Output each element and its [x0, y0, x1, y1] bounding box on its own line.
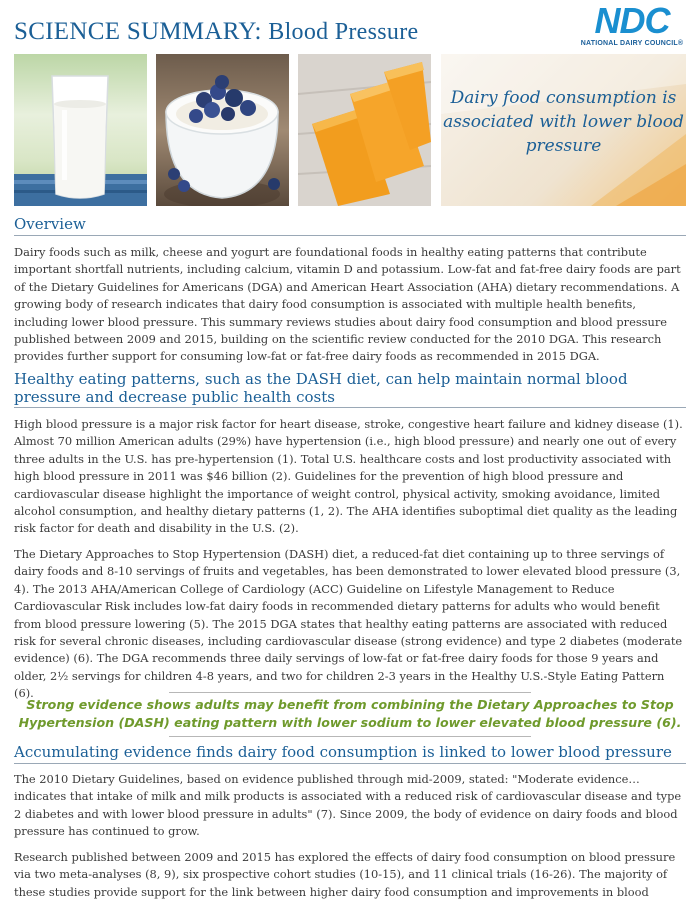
healthy-paragraph-2: The Dietary Approaches to Stop Hypertension (DASH) diet, a reduced-fat diet containing up to three servings of dairy foods and 8-10 servings of fruits and vegetables, has been demonstrated to lower elevated blood pressure (3, 4). The 2013 AHA/American College of Cardiology (ACC) Guideline on Lifestyle Management to Reduce Cardiovascular Risk includes low-fat dairy foods in recommended dietary patterns for adults who would benefit from blood pressure lowering (5). The 2015 DGA states that healthy eating patterns are associated with reduced risk for several chronic diseases, including cardiovascular disease (strong evidence) and type 2 diabetes (moderate evidence) (6). The DGA recommends three daily servings of low-fat or fat-free dairy foods for those 9 years and older, 2½ servings for children 4-8 years, and two for children 2-3 years in the Healthy U.S.-Style Eating Pattern (6).	[14, 547, 683, 701]
overview-paragraph: Dairy foods such as milk, cheese and yogurt are foundational foods in healthy eating patterns that contribute important shortfall nutrients, including calcium, vitamin D and potassium. Low-fat and fat-free dairy foods are part of the Dietary Guidelines for Americans (DGA) and American Heart Association (AHA) dietary recommendations. A growing body of research indicates that dairy food consumption is associated with multiple health benefits, including lower blood pressure. This summary reviews studies about dairy food consumption and blood pressure published between 2009 and 2015, building on the scientific review conducted for the 2010 DGA. This research provides further support for consuming low-fat or fat-free dairy foods as recommended in 2015 DGA.	[14, 245, 681, 364]
logo-subtitle: NATIONAL DAIRY COUNCIL®	[580, 40, 684, 47]
title-topic: Blood Pressure	[268, 19, 419, 45]
accumulating-evidence-heading: Accumulating evidence finds dairy food consumption is linked to lower blood pressure	[14, 742, 686, 764]
hero-photos	[14, 54, 686, 206]
header	[14, 0, 686, 52]
accum-paragraph-2: Research published between 2009 and 2015 has explored the effects of dairy food consumption on blood pressure via two meta-analyses (8, 9), six prospective cohort studies (10-15), and 11 clinical trials (16-26). The majority of these studies provide support for the link between higher dairy food consumption and improvements in blood	[14, 850, 676, 899]
healthy-paragraph-1: High blood pressure is a major risk factor for heart disease, stroke, congestive heart failure and kidney disease (1). Almost 70 million American adults (29%) have hypertension (i.e., high blood pressure) and nearly one out of every three adults in the U.S. has pre-hypertension (1). Total U.S. healthcare costs and lost productivity associated with high blood pressure in 2011 was $46 billion (2). Guidelines for the prevention of high blood pressure and cardiovascular disease highlight the importance of weight control, physical activity, smoking avoidance, limited alcohol consumption, and healthy dietary patterns (1, 2). The AHA identifies suboptimal diet quality as the leading risk factor for death and disability in the U.S. (2).	[14, 417, 683, 536]
callout-rule-top	[169, 692, 531, 693]
ndc-logo	[578, 2, 686, 52]
logo-letters: NDC	[594, 0, 670, 41]
accum-paragraph-1: The 2010 Dietary Guidelines, based on evidence published through mid-2009, stated: "Moderate evidence…indicates that intake of milk and milk products is associated with a reduced risk of cardiovascular disease and type 2 diabetes and with lower blood pressure in adults" (7). Since 2009, the body of evidence on dairy foods and blood pressure has continued to grow.	[14, 772, 682, 839]
hero-quote: Dairy food consumption is associated with lower blood pressure	[443, 88, 684, 156]
milk-glass-photo	[14, 54, 147, 206]
evidence-callout	[14, 690, 686, 740]
callout-text: Strong evidence shows adults may benefit from combining the Dietary Approaches to Stop Hypertension (DASH) eating pattern with lower sodium to lower elevated blood pressure (6).	[18, 697, 682, 730]
yogurt-blueberries-photo	[156, 54, 289, 206]
healthy-patterns-heading: Healthy eating patterns, such as the DASH diet, can help maintain normal blood pressure and decrease public health costs	[14, 370, 686, 408]
overview-heading: Overview	[14, 214, 686, 236]
title-main: SCIENCE SUMMARY:	[14, 18, 262, 45]
page-title	[14, 18, 418, 46]
callout-rule-bottom	[169, 736, 531, 737]
cheese-slices-photo	[298, 54, 431, 206]
quote-panel	[441, 54, 686, 206]
